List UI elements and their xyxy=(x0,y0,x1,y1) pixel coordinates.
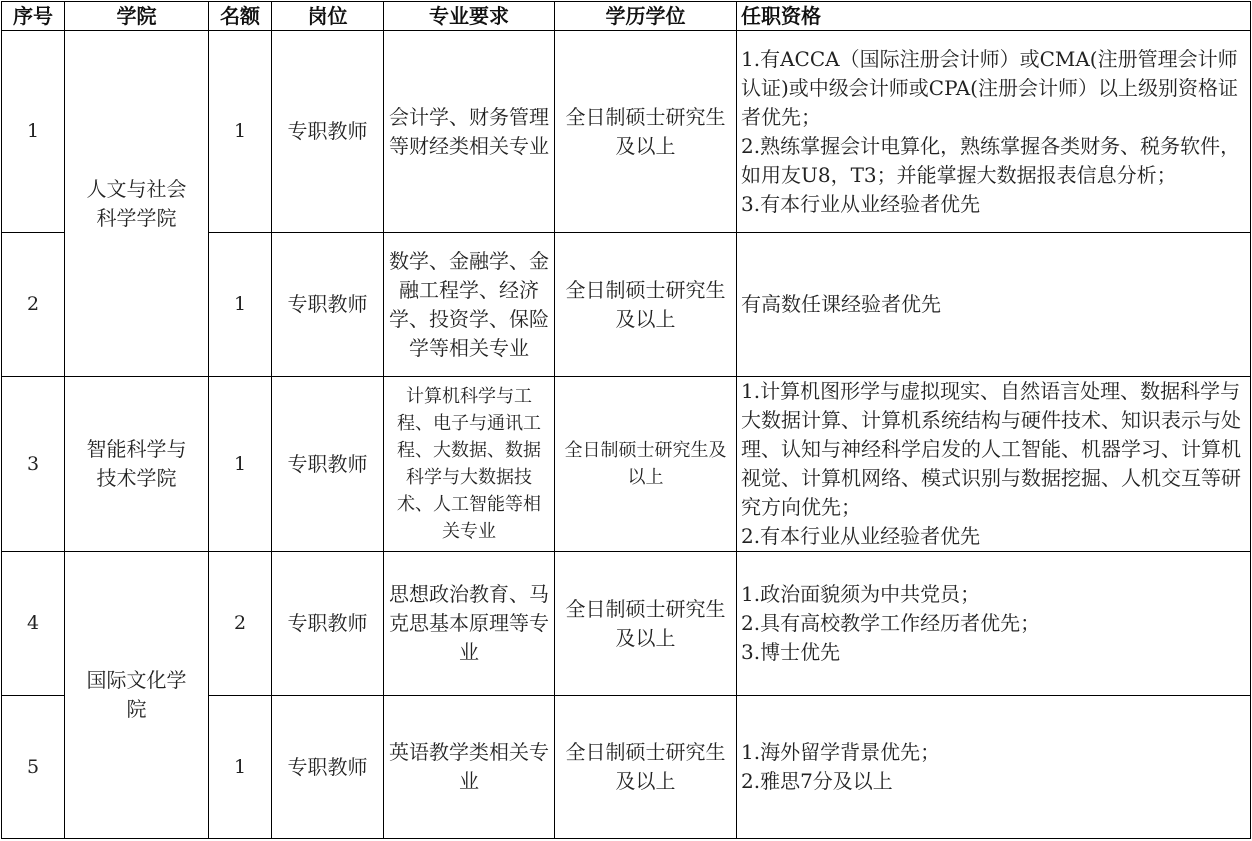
cell-requirements xyxy=(737,552,1251,696)
header-index: 序号 xyxy=(2,2,65,31)
cell-major: 思想政治教育、马克思基本原理等专业 xyxy=(384,552,555,696)
cell-quota: 1 xyxy=(209,696,272,839)
recruitment-table xyxy=(1,1,1251,839)
requirement-line: 2.雅思7分及以上 xyxy=(741,769,893,793)
requirement-line: 1.海外留学背景优先； xyxy=(741,740,941,764)
header-quota: 名额 xyxy=(209,2,272,31)
cell-position: 专职教师 xyxy=(272,552,384,696)
cell-major: 英语教学类相关专业 xyxy=(384,696,555,839)
header-row xyxy=(2,2,1251,31)
cell-requirements xyxy=(737,233,1251,377)
cell-college: 智能科学与技术学院 xyxy=(65,377,209,552)
requirement-line: 1.政治面貌须为中共党员； xyxy=(741,582,981,606)
cell-requirements xyxy=(737,31,1251,233)
cell-requirements xyxy=(737,377,1251,552)
cell-index: 5 xyxy=(2,696,65,839)
cell-position: 专职教师 xyxy=(272,233,384,377)
cell-college: 国际文化学院 xyxy=(65,552,209,839)
cell-degree: 全日制硕士研究生及以上 xyxy=(555,696,737,839)
cell-college: 人文与社会科学学院 xyxy=(65,31,209,377)
requirement-line: 有高数任课经验者优先 xyxy=(741,292,941,316)
header-position: 岗位 xyxy=(272,2,384,31)
cell-index: 2 xyxy=(2,233,65,377)
cell-index: 3 xyxy=(2,377,65,552)
cell-position: 专职教师 xyxy=(272,31,384,233)
cell-degree: 全日制硕士研究生及以上 xyxy=(555,31,737,233)
cell-degree: 全日制硕士研究生及以上 xyxy=(555,377,737,552)
header-college: 学院 xyxy=(65,2,209,31)
cell-position: 专职教师 xyxy=(272,377,384,552)
table-row xyxy=(2,377,1251,552)
requirement-line: 2.有本行业从业经验者优先 xyxy=(741,524,981,548)
header-degree: 学历学位 xyxy=(555,2,737,31)
cell-degree: 全日制硕士研究生及以上 xyxy=(555,233,737,377)
cell-position: 专职教师 xyxy=(272,696,384,839)
requirement-line: 2.熟练掌握会计电算化，熟练掌握各类财务、税务软件，如用友U8，T3；并能掌握大数据报表信息分析； xyxy=(741,133,1241,187)
cell-major: 数学、金融学、金融工程学、经济学、投资学、保险学等相关专业 xyxy=(384,233,555,377)
table-row xyxy=(2,552,1251,696)
cell-index: 4 xyxy=(2,552,65,696)
cell-quota: 2 xyxy=(209,552,272,696)
cell-degree: 全日制硕士研究生及以上 xyxy=(555,552,737,696)
header-requirements: 任职资格 xyxy=(737,2,1251,31)
cell-quota: 1 xyxy=(209,377,272,552)
cell-quota: 1 xyxy=(209,233,272,377)
cell-major: 会计学、财务管理等财经类相关专业 xyxy=(384,31,555,233)
requirement-line: 1.有ACCA（国际注册会计师）或CMA(注册管理会计师认证)或中级会计师或CPA(注册会计师）以上级别资格证者优先； xyxy=(741,46,1238,129)
cell-index: 1 xyxy=(2,31,65,233)
header-major: 专业要求 xyxy=(384,2,555,31)
cell-quota: 1 xyxy=(209,31,272,233)
requirement-line: 3.博士优先 xyxy=(741,640,841,664)
cell-requirements xyxy=(737,696,1251,839)
requirement-line: 3.有本行业从业经验者优先 xyxy=(741,191,981,216)
requirement-line: 2.具有高校教学工作经历者优先； xyxy=(741,611,1041,635)
requirement-line: 1.计算机图形学与虚拟现实、自然语言处理、数据科学与大数据计算、计算机系统结构与硬件技术、知识表示与处理、认知与神经科学启发的人工智能、机器学习、计算机视觉、计算机网络、模式识别与数据挖掘、人机交互等研究方向优先； xyxy=(741,379,1241,519)
cell-major: 计算机科学与工程、电子与通讯工程、大数据、数据科学与大数据技术、人工智能等相关专业 xyxy=(384,377,555,552)
table-row xyxy=(2,31,1251,233)
